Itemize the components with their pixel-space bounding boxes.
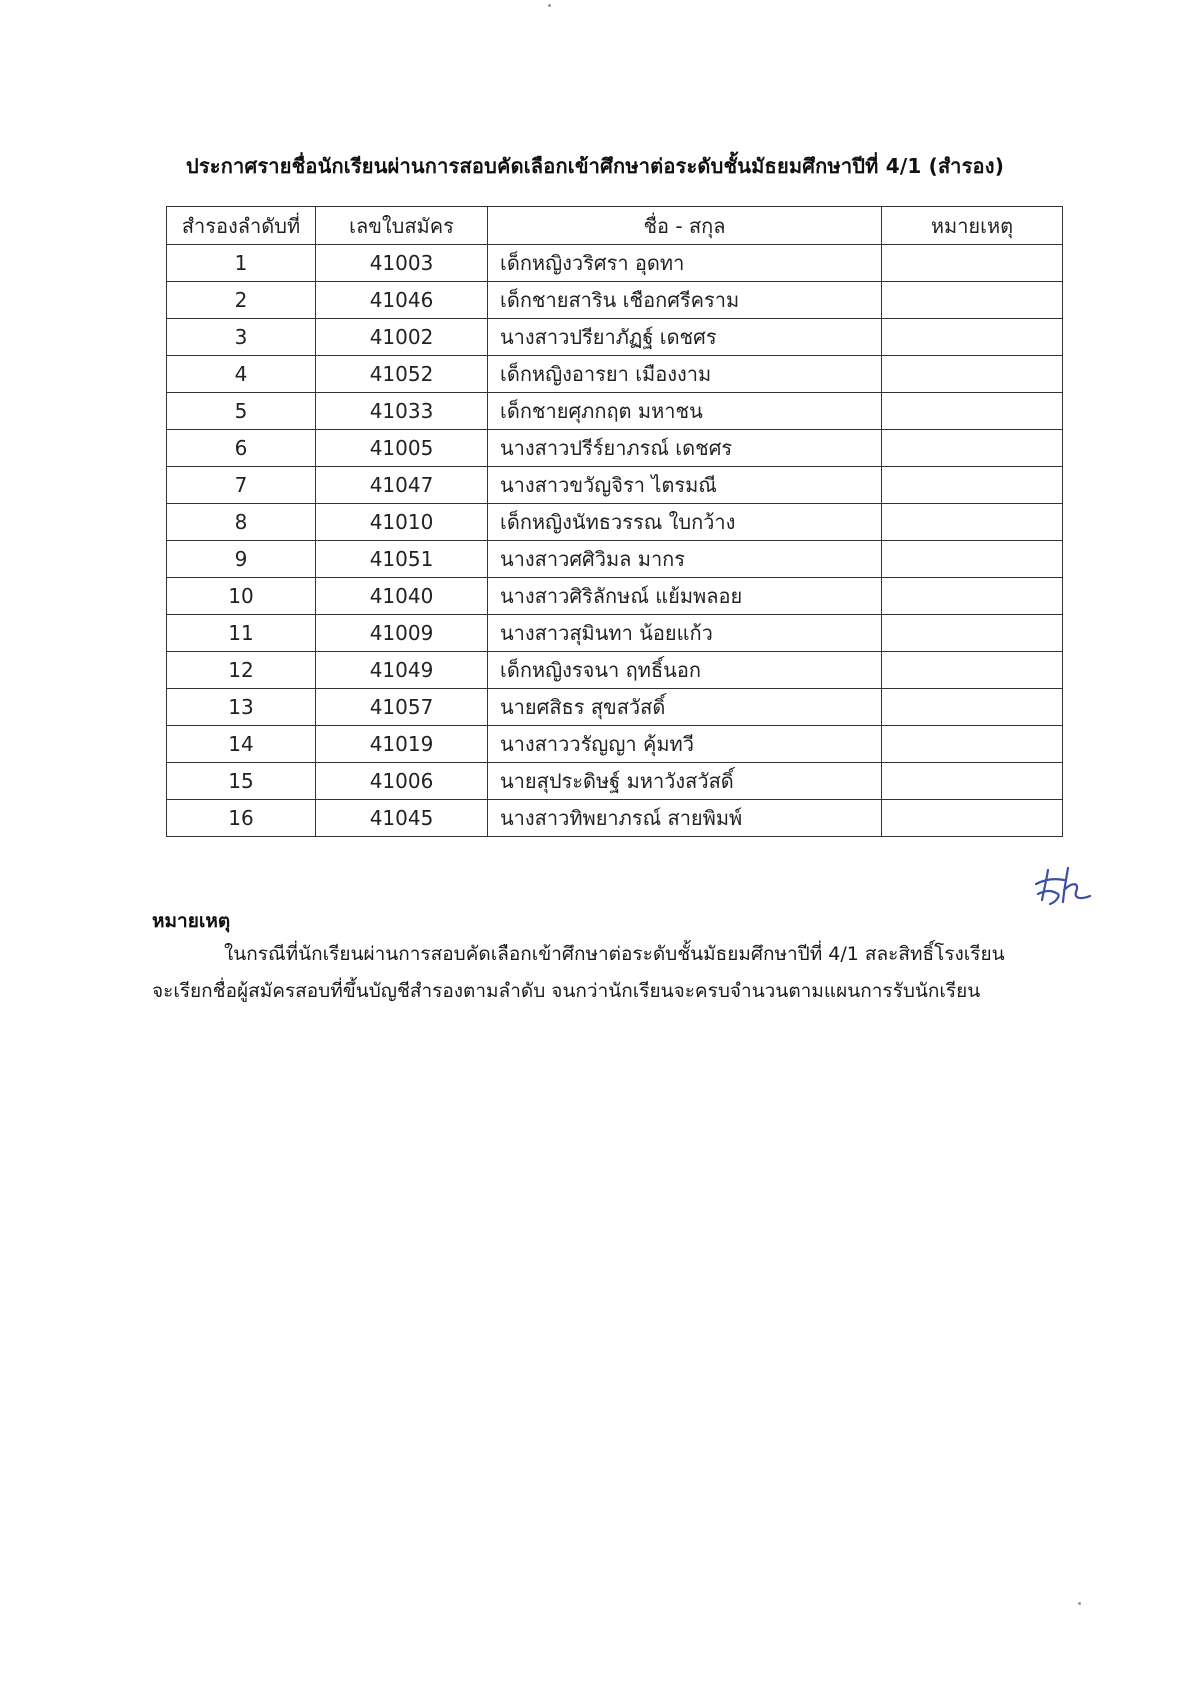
- application-no-cell: 41005: [316, 430, 488, 467]
- name-cell: เด็กชายศุภกฤต มหาชน: [488, 393, 882, 430]
- table-body: [167, 245, 1063, 837]
- name-cell: นางสาวศิริลักษณ์ แย้มพลอย: [488, 578, 882, 615]
- rank-cell: 15: [167, 763, 316, 800]
- remark-cell: [882, 245, 1063, 282]
- application-no-cell: 41052: [316, 356, 488, 393]
- name-cell: นายสุประดิษฐ์ มหาวังสวัสดิ์: [488, 763, 882, 800]
- remark-cell: [882, 430, 1063, 467]
- name-cell: เด็กชายสาริน เชือกศรีคราม: [488, 282, 882, 319]
- application-no-cell: 41046: [316, 282, 488, 319]
- header-name: ชื่อ - สกุล: [488, 207, 882, 245]
- remark-cell: [882, 282, 1063, 319]
- rank-cell: 14: [167, 726, 316, 763]
- application-no-cell: 41002: [316, 319, 488, 356]
- rank-cell: 8: [167, 504, 316, 541]
- note-line-1: ในกรณีที่นักเรียนผ่านการสอบคัดเลือกเข้าศึกษาต่อระดับชั้นมัธยมศึกษาปีที่ 4/1 สละสิทธิ์โรงเรียน: [224, 943, 1005, 965]
- header-remark: หมายเหตุ: [882, 207, 1063, 245]
- application-no-cell: 41003: [316, 245, 488, 282]
- remark-cell: [882, 504, 1063, 541]
- rank-cell: 13: [167, 689, 316, 726]
- note-heading: หมายเหตุ: [152, 910, 231, 932]
- application-no-cell: 41057: [316, 689, 488, 726]
- application-no-cell: 41009: [316, 615, 488, 652]
- application-no-cell: 41045: [316, 800, 488, 837]
- application-no-cell: 41040: [316, 578, 488, 615]
- application-no-cell: 41033: [316, 393, 488, 430]
- remark-cell: [882, 319, 1063, 356]
- name-cell: เด็กหญิงอารยา เมืองงาม: [488, 356, 882, 393]
- table-row: [167, 319, 1063, 356]
- remark-cell: [882, 615, 1063, 652]
- table-row: [167, 578, 1063, 615]
- application-no-cell: 41047: [316, 467, 488, 504]
- page-title: ประกาศรายชื่อนักเรียนผ่านการสอบคัดเลือกเข้าศึกษาต่อระดับชั้นมัธยมศึกษาปีที่ 4/1 (สำรอง): [185, 154, 1005, 178]
- rank-cell: 6: [167, 430, 316, 467]
- table-row: [167, 652, 1063, 689]
- reserve-list-table: [166, 206, 1063, 837]
- name-cell: นางสาววรัญญา คุ้มทวี: [488, 726, 882, 763]
- rank-cell: 1: [167, 245, 316, 282]
- table-row: [167, 726, 1063, 763]
- rank-cell: 11: [167, 615, 316, 652]
- header-rank: สำรองลำดับที่: [167, 207, 316, 245]
- name-cell: เด็กหญิงวริศรา อุดทา: [488, 245, 882, 282]
- table-row: [167, 393, 1063, 430]
- scan-speck: [1078, 1602, 1081, 1605]
- table-row: [167, 356, 1063, 393]
- header-application-no: เลขใบสมัคร: [316, 207, 488, 245]
- remark-cell: [882, 393, 1063, 430]
- name-cell: นางสาวทิพยาภรณ์ สายพิมพ์: [488, 800, 882, 837]
- remark-cell: [882, 578, 1063, 615]
- rank-cell: 12: [167, 652, 316, 689]
- table-header-row: [167, 207, 1063, 245]
- table-row: [167, 430, 1063, 467]
- table-row: [167, 467, 1063, 504]
- rank-cell: 3: [167, 319, 316, 356]
- name-cell: นางสาวสุมินทา น้อยแก้ว: [488, 615, 882, 652]
- application-no-cell: 41019: [316, 726, 488, 763]
- signature-mark: [1030, 860, 1110, 910]
- note-body: [152, 936, 1072, 1010]
- name-cell: นางสาวศศิวิมล มากร: [488, 541, 882, 578]
- rank-cell: 16: [167, 800, 316, 837]
- rank-cell: 2: [167, 282, 316, 319]
- table-row: [167, 689, 1063, 726]
- remark-cell: [882, 467, 1063, 504]
- name-cell: นางสาวปรีร์ยาภรณ์ เดชศร: [488, 430, 882, 467]
- name-cell: นายศสิธร สุขสวัสดิ์: [488, 689, 882, 726]
- name-cell: เด็กหญิงรจนา ฤทธิ์นอก: [488, 652, 882, 689]
- table-row: [167, 282, 1063, 319]
- rank-cell: 9: [167, 541, 316, 578]
- remark-cell: [882, 689, 1063, 726]
- table-row: [167, 615, 1063, 652]
- application-no-cell: 41010: [316, 504, 488, 541]
- application-no-cell: 41006: [316, 763, 488, 800]
- table-row: [167, 245, 1063, 282]
- table-row: [167, 763, 1063, 800]
- note-line-2: จะเรียกชื่อผู้สมัครสอบที่ขึ้นบัญชีสำรองตามลำดับ จนกว่านักเรียนจะครบจำนวนตามแผนการรับนักเรียน: [152, 980, 981, 1002]
- rank-cell: 7: [167, 467, 316, 504]
- remark-cell: [882, 541, 1063, 578]
- application-no-cell: 41049: [316, 652, 488, 689]
- remark-cell: [882, 763, 1063, 800]
- application-no-cell: 41051: [316, 541, 488, 578]
- table-row: [167, 541, 1063, 578]
- remark-cell: [882, 652, 1063, 689]
- table-row: [167, 800, 1063, 837]
- rank-cell: 5: [167, 393, 316, 430]
- rank-cell: 10: [167, 578, 316, 615]
- table-row: [167, 504, 1063, 541]
- name-cell: นางสาวปรียาภัฏฐ์ เดชศร: [488, 319, 882, 356]
- scan-speck: [548, 4, 551, 7]
- remark-cell: [882, 356, 1063, 393]
- name-cell: เด็กหญิงนัทธวรรณ ใบกว้าง: [488, 504, 882, 541]
- name-cell: นางสาวขวัญจิรา ไตรมณี: [488, 467, 882, 504]
- remark-cell: [882, 800, 1063, 837]
- remark-cell: [882, 726, 1063, 763]
- rank-cell: 4: [167, 356, 316, 393]
